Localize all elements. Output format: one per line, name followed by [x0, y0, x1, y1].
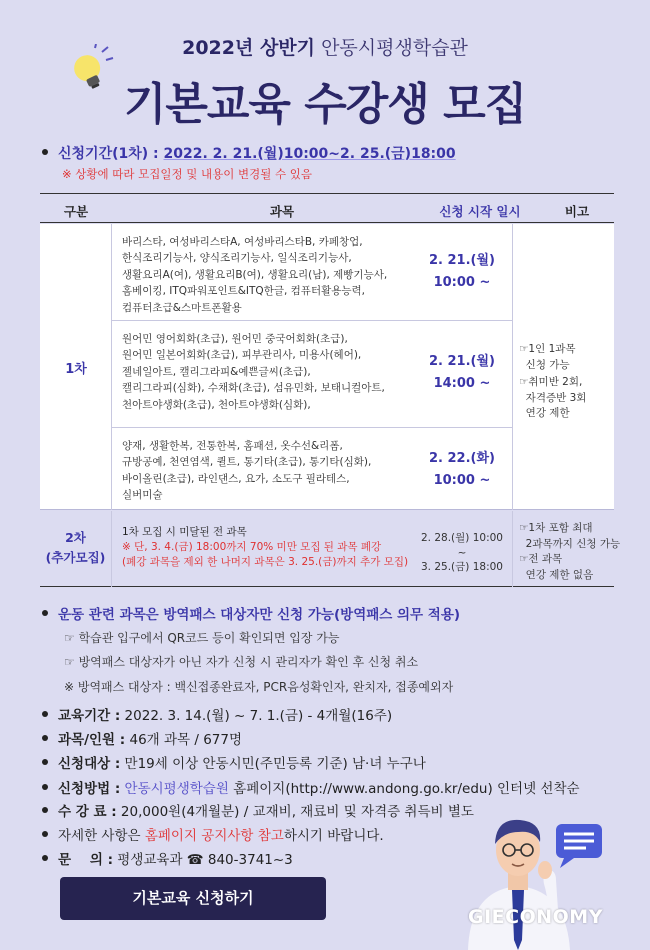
info-value: 자세한 사항은	[58, 828, 145, 844]
period-label: 신청기간(1차) :	[58, 146, 159, 162]
course-line: 한식조리기능사, 양식조리기능사, 일식조리기능사,	[122, 252, 352, 265]
course-line: 바이올린(초급), 라인댄스, 요가, 소도구 필라테스,	[122, 472, 350, 485]
info-detail	[42, 824, 384, 844]
info-label: 신청방법 :	[58, 781, 121, 797]
note-line: 신청 가능	[519, 358, 570, 371]
info-label: 과목/인원 :	[58, 732, 126, 748]
course-line: 원어민 일본어회화(초급), 피부관리사, 미용사(헤어),	[122, 349, 362, 362]
start-date-time: 10:00 ~	[433, 473, 491, 488]
note-line: 연강 제한	[519, 407, 570, 419]
round2-date-end: 3. 25.(금) 18:00	[421, 561, 503, 573]
info-value: 46개 과목 / 677명	[125, 732, 243, 748]
round2-note-cell	[512, 511, 621, 587]
subtitle-org: 안동시평생학습관	[321, 37, 468, 59]
header-course: 과목	[269, 204, 295, 219]
round2-course-text: 1차 모집 시 미달된 전 과목	[122, 526, 247, 538]
table-row	[112, 224, 512, 321]
round2-date-sep: ~	[457, 546, 467, 559]
apply-button[interactable]: 기본교육 신청하기	[60, 877, 326, 920]
application-period	[42, 143, 456, 163]
sports-item: ☞ 학습관 입구에서 QR코드 등이 확인되면 입장 가능	[64, 631, 340, 645]
table-row	[112, 428, 512, 510]
bullet-icon	[42, 711, 48, 717]
start-date	[412, 250, 512, 294]
note-line: ☞1인 1과목	[519, 343, 576, 355]
header-division: 구분	[63, 204, 89, 219]
note-text	[519, 342, 576, 373]
info-value: 만19세 이상 안동시민(주민등록 기준) 남·녀 누구나	[120, 756, 426, 772]
course-list	[122, 331, 407, 413]
course-line: 천아트야생화(초급), 천아트야생화(심화),	[122, 398, 311, 411]
info-label: 수 강 료 :	[58, 804, 117, 820]
notice-link[interactable]: 홈페이지 공지사항 참고	[144, 828, 284, 844]
watermark: GIECONOMY	[468, 906, 603, 928]
sports-notice-title: 운동 관련 과목은 방역패스 대상자만 신청 가능(방역패스 의무 적용)	[58, 607, 461, 623]
round1-note-cell	[512, 224, 614, 510]
info-courses	[42, 728, 242, 748]
table-row	[112, 321, 512, 428]
note-text	[519, 521, 620, 583]
bullet-icon	[42, 784, 48, 790]
round1-panel	[40, 224, 614, 510]
table-header	[40, 193, 614, 223]
course-line: 실버미술	[122, 489, 163, 502]
info-period	[42, 704, 392, 724]
course-line: 양재, 생활한복, 전통한복, 홈패션, 옷수선&리폼,	[122, 440, 343, 452]
start-date	[412, 448, 512, 492]
info-value: 하시기 바랍니다.	[283, 828, 384, 844]
round2-course	[122, 525, 408, 570]
info-value: 20,000원(4개월분) / 교재비, 재료비 및 자격증 취득비 별도	[116, 804, 474, 820]
info-label: 신청대상 :	[58, 756, 121, 772]
course-line: 캘리그라피(심화), 수채화(초급), 섬유민화, 보태니컬아트,	[122, 382, 385, 395]
start-date-time: 10:00 ~	[433, 275, 491, 290]
start-date-day: 2. 21.(월)	[429, 253, 495, 268]
round2-label-main: 2차	[65, 530, 86, 545]
round1-label: 1차	[65, 362, 87, 377]
course-line: 규방공예, 천연염색, 퀼트, 통기타(초급), 통기타(심화),	[122, 456, 372, 469]
round2-course-note: ※ 단, 3. 4.(금) 18:00까지 70% 미만 모집 된 과목 폐강	[122, 541, 382, 553]
course-list	[122, 438, 407, 504]
sports-item: ※ 방역패스 대상자 : 백신접종완료자, PCR음성확인자, 완치자, 접종예외자	[64, 680, 454, 694]
note-line: 자격증반 3회	[519, 391, 587, 404]
round2-label-sub: (추가모집)	[45, 550, 106, 565]
bullet-icon	[42, 831, 48, 837]
info-fee	[42, 800, 474, 820]
note-text	[519, 375, 586, 422]
start-date-day: 2. 22.(화)	[429, 451, 495, 466]
round2-date	[412, 531, 512, 575]
sports-item: ☞ 방역패스 대상자가 아닌 자가 신청 시 관리자가 확인 후 신청 취소	[64, 655, 419, 669]
start-date	[412, 351, 512, 395]
info-method	[42, 777, 580, 797]
start-date-day: 2. 21.(월)	[429, 354, 495, 369]
header-start-date: 신청 시작 일시	[439, 204, 521, 219]
subtitle-bold: 2022년 상반기	[182, 37, 316, 59]
round2-panel	[40, 511, 621, 587]
course-line: 원어민 영어회화(초급), 원어민 중국어회화(초급),	[122, 333, 348, 345]
bullet-icon	[42, 759, 48, 765]
round2-label	[40, 511, 112, 587]
course-list	[122, 234, 407, 316]
header-note: 비고	[564, 204, 590, 219]
course-line: 바리스타, 여성바리스타A, 여성바리스타B, 카페창업,	[122, 236, 363, 248]
start-date-time: 14:00 ~	[433, 376, 491, 391]
course-line: 컴퓨터초급&스마트폰활용	[122, 301, 242, 314]
course-line: 홈베이킹, ITQ파워포인트&ITQ한글, 컴퓨터활용능력,	[122, 285, 365, 298]
info-label: 문 의 :	[58, 852, 113, 868]
note-line: ☞1차 포함 최대	[519, 522, 593, 534]
note-line: ☞취미반 2회,	[519, 376, 583, 388]
page-title: 기본교육 수강생 모집	[123, 79, 527, 130]
period-note: ※ 상황에 따라 모집일정 및 내용이 변경될 수 있음	[62, 167, 312, 181]
bullet-icon	[42, 149, 48, 155]
info-value: 2022. 3. 14.(월) ~ 7. 1.(금) - 4개월(16주)	[120, 708, 393, 724]
info-target	[42, 752, 426, 772]
course-line: 생활요리A(여), 생활요리B(여), 생활요리(남), 제빵기능사,	[122, 268, 388, 281]
info-label: 교육기간 :	[58, 708, 121, 724]
round2-course-note: (폐강 과목을 제외 한 나머지 과목은 3. 25.(금)까지 추가 모집)	[122, 556, 409, 568]
sports-notice	[42, 603, 460, 623]
period-value: 2022. 2. 21.(월)10:00~2. 25.(금)18:00	[163, 146, 456, 162]
page-subtitle	[0, 33, 650, 60]
bullet-icon	[42, 807, 48, 813]
info-value: 홈페이지(http://www.andong.go.kr/edu) 인터넷 선착순	[228, 781, 580, 797]
note-line: 연강 제한 없음	[519, 568, 594, 581]
round1-label-cell	[40, 224, 112, 510]
bullet-icon	[42, 855, 48, 861]
course-line: 젤네일아트, 캘리그라피&예쁜글씨(초급),	[122, 365, 311, 378]
round2-date-start: 2. 28.(월) 10:00	[421, 532, 503, 544]
bullet-icon	[42, 610, 48, 616]
note-line: 2과목까지 신청 가능	[519, 537, 621, 550]
info-value: 평생교육과 ☎ 840-3741~3	[112, 852, 293, 868]
institute-link[interactable]: 안동시평생학습원	[120, 781, 229, 797]
bullet-icon	[42, 735, 48, 741]
info-contact	[42, 848, 293, 868]
note-line: ☞전 과목	[519, 553, 563, 565]
